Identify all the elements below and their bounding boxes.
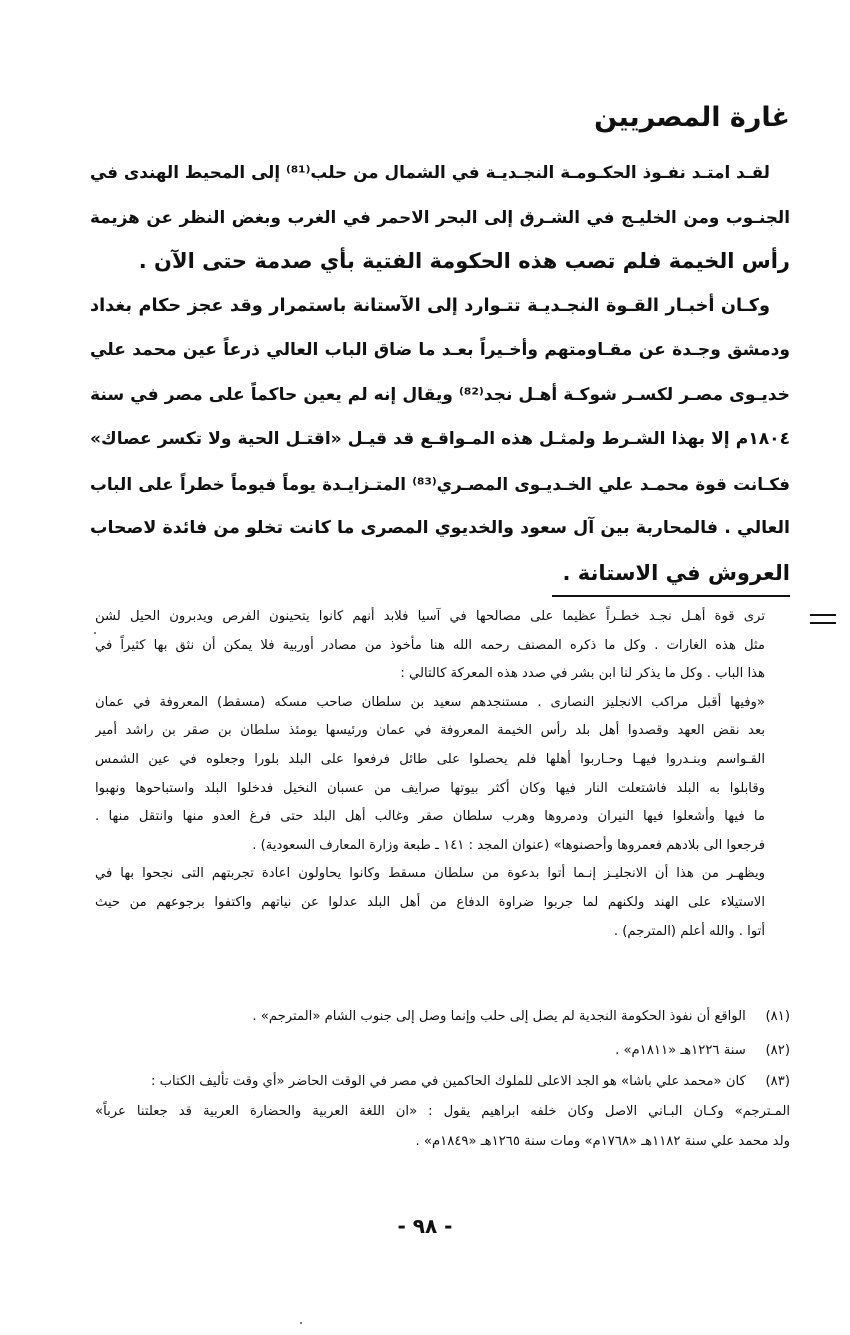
note-line: فرجعوا الى بلادهم فعمروها وأحصنوها» (عنوان المجد : ١٤١ ـ طبعة وزارة المعارف السعودية) . bbox=[252, 837, 765, 853]
body-line: لقـد امتـد نفـوذ الحكـومـة النجـديـة في الشمال من حلب⁽⁸¹⁾ إلى المحيط الهندى في bbox=[90, 162, 770, 182]
body-line: رأس الخيمة فلم تصب هذه الحكومة الفتية بأي صدمة حتى الآن . bbox=[138, 249, 790, 273]
body-line: الجنـوب ومن الخليـج في الشـرق إلى البحر الاحمر في الغرب وبغض النظر عن هزيمة bbox=[90, 206, 790, 227]
scan-speck bbox=[94, 632, 96, 634]
footnote-83-continued: المـترجم» وكـان البـاني الاصل وكان خلفه ابراهيم يقول : «ان اللغة العربية والحضارة العربية قد جعلتنا عرباً» bbox=[95, 1104, 790, 1119]
footnote-separator-rule bbox=[552, 595, 790, 597]
continued-note-text bbox=[95, 603, 765, 946]
body-line: وكـان أخبـار القـوة النجـديـة تتـوارد إلى الآستانة باستمرار وقد عجز حكام بغداد bbox=[90, 295, 770, 316]
footnote-number: (٨٣) bbox=[765, 1074, 790, 1089]
body-line: العروش في الاستانة . bbox=[562, 560, 790, 585]
footnote-83 bbox=[60, 1068, 790, 1097]
footnote-text: سنة ١٢٢٦هـ «١٨١١م» . bbox=[615, 1043, 746, 1058]
footnote-number: (٨١) bbox=[765, 1009, 790, 1024]
body-line: خديـوى مصـر لكسـر شوكـة أهـل نجد⁽⁸²⁾ ويقال إنه لم يعين حاكماً على مصر في سنة bbox=[90, 384, 790, 405]
scan-speck bbox=[300, 1322, 302, 1324]
note-line: القـواسم وبنـدروا فيهـا وحـاربوا أهلها فلم يحصلوا على طائل فرفعوا على البلد بلورا وجعلوه في عين الشمس bbox=[95, 751, 765, 767]
note-line: هذا الباب . وكل ما يذكر لنا ابن بشر في صدد هذه المعركة كالتالي : bbox=[400, 666, 765, 682]
footnote-number: (٨٢) bbox=[765, 1043, 790, 1058]
footnote-82 bbox=[60, 1037, 790, 1066]
note-line: أتوا . والله أعلم (المترجم) . bbox=[613, 923, 765, 939]
main-body-text bbox=[90, 150, 790, 595]
body-line: ودمشق وجـدة عن مقـاومتهم وأخـيراً بعـد ما ضاق الباب العالي ذرعاً عين محمد علي bbox=[90, 340, 790, 360]
body-line: فكـانت قوة محمـد علي الخـديـوى المصـري⁽⁸³⁾ المتـزايـدة يوماً فيوماً خطراً على الباب bbox=[90, 473, 790, 494]
note-line: الاستيلاء على الهند ولكنهم لما جربوا ضراوة الدفاع من أهل البلد عدلوا عن نياتهم واكتفوا برجوعهم من حيث bbox=[95, 894, 765, 910]
footnote-81 bbox=[60, 1003, 790, 1032]
footnote-text: كان «محمد علي باشا» هو الجد الاعلى للملوك الحاكمين في مصر في الوقت الحاضر «أي وقت تأليف الكتاب : bbox=[151, 1074, 746, 1089]
footnote-83-continued: ولد محمد علي سنة ١١٨٢هـ «١٧٦٨م» ومات سنة ١٢٦٥هـ «١٨٤٩م» . bbox=[415, 1134, 790, 1149]
note-line: «وفيها أقبل مراكب الانجليز النصارى . مستنجدهم سعيد بن سلطان صاحب مسكه (مسقط) المعروفة في عمان bbox=[95, 694, 765, 710]
body-line: العالي . فالمحاربة بين آل سعود والخديوي المصرى ما كانت تخلو من فائدة لاصحاب bbox=[90, 518, 790, 538]
note-line: ترى قوة أهـل نجـد خطـراً عظيما على مصالحها في آسيا فلابد أنهم كانوا يتحينون الفرص ويدبرون الحيل لشن bbox=[95, 609, 765, 624]
note-line: بعد نقض العهد وقصدوا أهل بلد رأس الخيمة المعروفة في عمان ورئيسها يومئذ سلطان بن صقر بن راشد أمير bbox=[95, 723, 765, 739]
body-line: ١٨٠٤م إلا بهذا الشـرط ولمثـل هذه المـواقـع قد قيـل «اقتـل الحية ولا تكسر عصاك» bbox=[90, 429, 790, 449]
note-line: وقابلوا به البلد فاشتعلت النار فيها وكان أكثر بيوتها صرايف من عسبان النخيل فدخلوا البلد واستباحوها ونهبوا bbox=[95, 780, 765, 796]
section-heading: غارة المصريين bbox=[594, 102, 790, 133]
note-line: ويظهـر من هذا أن الانجليـز إنـما أتوا بدعوة من سلطان مسقط وكانوا يحاولون اعادة تجربتهم التى نجحوا بها في bbox=[95, 866, 765, 882]
footnote-text: الواقع أن نفوذ الحكومة النجدية لم يصل إلى حلب وإنما وصل إلى جنوب الشام «المترجم» . bbox=[252, 1009, 746, 1024]
page-number: - ٩٨ - bbox=[397, 1214, 453, 1238]
note-line: مثل هذه الغارات . وكل ما ذكره المصنف رحمه الله هنا مأخوذ من مصادر أوربية فلا يمكن أن نثق بها كثيراً في bbox=[95, 637, 765, 653]
continuation-mark bbox=[810, 614, 836, 624]
note-line: ما فيها وأشعلوا فيها النيران ودمروها وهرب سلطان صقر وغالب أهل البلد حتى فرغ العدو منها وانتقل منها . bbox=[95, 809, 765, 825]
